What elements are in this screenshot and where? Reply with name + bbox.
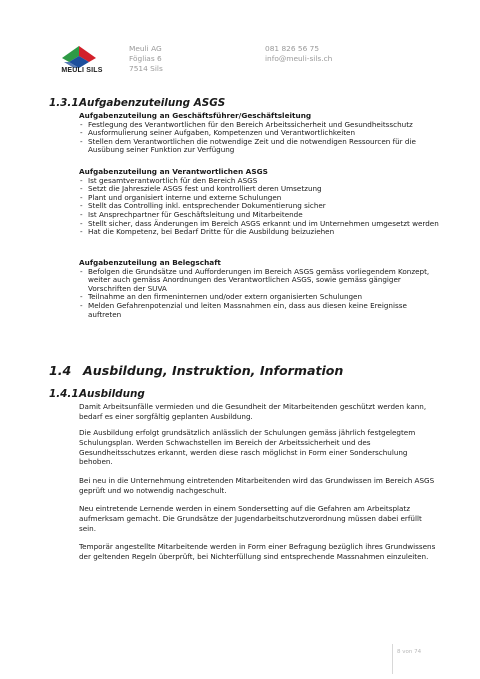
list-item: - Befolgen die Grundsätze und Aufforderungen im Bereich ASGS gemäss vorliegendem Konzept, weiter auch gemäss Anordnungen des Verantwortlichen ASGS, sowie gemäss gängiger Vorschriften der SUVA	[79, 268, 439, 294]
subheading: Aufgabenzuteilung an Belegschaft	[79, 258, 221, 267]
subheading: Aufgabenzuteilung an Geschäftsführer/Geschäftsleitung	[79, 111, 312, 120]
task-list	[79, 268, 439, 320]
section-heading-1-4	[49, 363, 343, 378]
paragraph: Bei neu in die Unternehmung eintretenden Mitarbeitenden wird das Grundwissen im Bereich ASGS geprüft und wo notwendig nachgeschult.	[79, 476, 435, 495]
paragraph: Temporär angestellte Mitarbeitende werden in Form einer Befragung bezüglich ihres Grundwissens der geltenden Regeln überprüft, bei Nichterfüllung sind entsprechende Massnahmen einzuleiten.	[79, 542, 436, 561]
list-item: - Stellen dem Verantwortlichen die notwendige Zeit und die notwendigen Ressourcen für die Ausübung seiner Funktion zur Verfügung	[79, 138, 439, 155]
section-heading-1-3-1	[49, 97, 225, 109]
task-list	[79, 177, 439, 237]
company-name: Meuli AG	[129, 44, 162, 53]
list-item: - Hat die Kompetenz, bei Bedarf Dritte für die Ausbildung beizuziehen	[79, 228, 439, 237]
task-block-staff	[79, 259, 439, 319]
list-item: - Ist Ansprechpartner für Geschäftsleitung und Mitarbeitende	[79, 211, 439, 220]
list-item: - Teilnahme an den firmeninternen und/oder extern organisierten Schulungen	[79, 293, 439, 302]
section-number: 1.3.1	[49, 97, 79, 109]
list-item: - Stellt das Controlling inkl. entsprechender Dokumentierung sicher	[79, 202, 439, 211]
section-number: 1.4.1	[49, 388, 79, 400]
section-number: 1.4	[49, 363, 72, 378]
page-number: 8 von 74	[397, 649, 422, 655]
company-street: Föglias 6	[129, 54, 162, 63]
list-item: - Ausformulierung seiner Aufgaben, Kompetenzen und Verantwortlichkeiten	[79, 129, 439, 138]
paragraph: Damit Arbeitsunfälle vermieden und die Gesundheit der Mitarbeitenden geschützt werden kann, bedarf es einer sorgfältig geplanten Ausbildung.	[79, 402, 427, 421]
list-item: - Plant und organisiert interne und externe Schulungen	[79, 194, 439, 203]
paragraph: Die Ausbildung erfolgt grundsätzlich anlässlich der Schulungen gemäss jährlich festgelegtem Schulungsplan. Werden Schwachstellen im Bereich der Arbeitssicherheit und des Gesundheitsschutzes erkannt, werden diese rasch möglichst in Form einer Sonderschulung behoben.	[79, 428, 416, 467]
logo-wordmark: MEULI SILS	[61, 67, 103, 74]
list-item: - Festlegung des Verantwortlichen für den Bereich Arbeitssicherheit und Gesundheitsschutz	[79, 121, 439, 130]
list-item: - Setzt die Jahresziele ASGS fest und kontrolliert deren Umsetzung	[79, 185, 439, 194]
section-title: Ausbildung, Instruktion, Information	[83, 363, 344, 378]
section-heading-1-4-1	[49, 388, 145, 400]
list-item: - Ist gesamtverantwortlich für den Bereich ASGS	[79, 177, 439, 186]
company-phone: 081 826 56 75	[265, 44, 320, 53]
company-address	[129, 44, 163, 74]
task-block-responsible	[79, 168, 439, 237]
company-contact	[265, 44, 332, 64]
footer-divider	[392, 644, 393, 674]
company-email: info@meuli-sils.ch	[265, 54, 333, 63]
paragraph: Neu eintretende Lernende werden in einem Sondersetting auf die Gefahren am Arbeitsplatz aufmerksam gemacht. Die Grundsätze der Jugendarbeitschutzverordnung müssen dabei erfüllt sein.	[79, 504, 422, 533]
task-block-management	[79, 112, 439, 155]
company-city: 7514 Sils	[129, 64, 163, 73]
section-title: Ausbildung	[79, 388, 145, 400]
subheading: Aufgabenzuteilung an Verantwortlichen ASGS	[79, 167, 268, 176]
list-item: - Melden Gefahrenpotenzial und leiten Massnahmen ein, dass aus diesen keine Ereignisse auftreten	[79, 302, 439, 319]
task-list	[79, 121, 439, 155]
list-item: - Stellt sicher, dass Änderungen im Bereich ASGS erkannt und im Unternehmen umgesetzt werden	[79, 220, 439, 229]
section-title: Aufgabenzuteilung ASGS	[79, 97, 226, 109]
